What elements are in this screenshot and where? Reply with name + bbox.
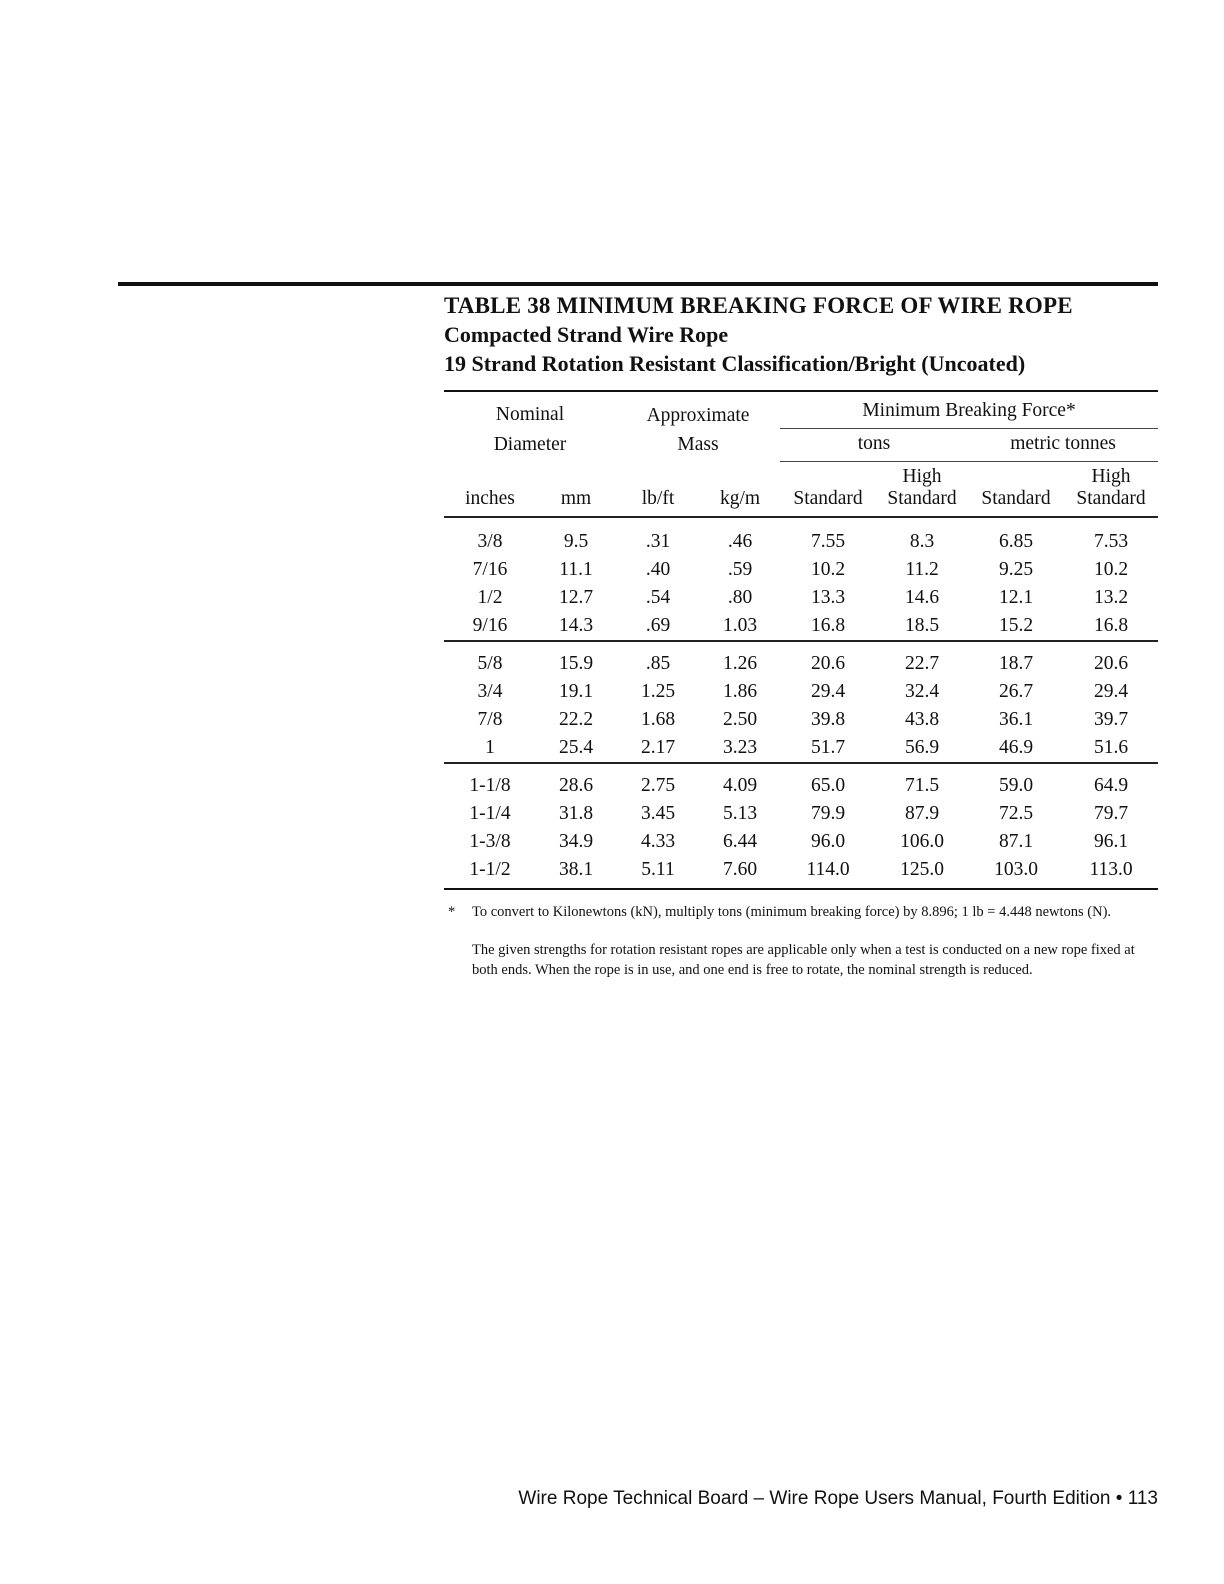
cell-lb-ft: .85 bbox=[645, 653, 671, 674]
cell-metric-standard: 9.25 bbox=[998, 559, 1034, 580]
cell-inches: 5/8 bbox=[477, 653, 503, 674]
cell-mm: 38.1 bbox=[558, 859, 594, 880]
cell-metric-standard: 36.1 bbox=[998, 709, 1034, 730]
cell-tons-standard: 29.4 bbox=[810, 681, 846, 702]
cell-kg-m: 1.03 bbox=[722, 615, 758, 636]
cell-metric-standard: 26.7 bbox=[998, 681, 1034, 702]
cell-metric-standard: 46.9 bbox=[998, 737, 1034, 758]
col-tons-high-standard: Standard bbox=[887, 488, 957, 509]
cell-tons-standard: 39.8 bbox=[810, 709, 846, 730]
table-row bbox=[444, 584, 1158, 612]
table-row bbox=[444, 556, 1158, 584]
header-approximate: Approximate bbox=[646, 405, 750, 427]
breaking-force-table bbox=[444, 390, 1158, 890]
cell-kg-m: .46 bbox=[727, 531, 753, 552]
col-tons-standard: Standard bbox=[793, 488, 863, 509]
cell-kg-m: 1.86 bbox=[722, 681, 758, 702]
col-kg-m: kg/m bbox=[719, 488, 761, 509]
cell-kg-m: 5.13 bbox=[722, 803, 758, 824]
header-mbf: Minimum Breaking Force* bbox=[780, 392, 1158, 429]
cell-lb-ft: 5.11 bbox=[641, 859, 675, 880]
table-subtitle-2: 19 Strand Rotation Resistant Classification/Bright (Uncoated) bbox=[444, 351, 1026, 376]
table-subtitle: Compacted Strand Wire Rope bbox=[444, 322, 729, 347]
table-row bbox=[444, 856, 1158, 884]
cell-tons-high: 71.5 bbox=[904, 775, 940, 796]
cell-tons-standard: 10.2 bbox=[810, 559, 846, 580]
cell-inches: 3/4 bbox=[477, 681, 503, 702]
cell-kg-m: 4.09 bbox=[722, 775, 758, 796]
cell-lb-ft: 1.25 bbox=[640, 681, 676, 702]
cell-metric-high: 96.1 bbox=[1093, 831, 1129, 852]
table-row bbox=[444, 800, 1158, 828]
cell-tons-high: 22.7 bbox=[904, 653, 940, 674]
header-nominal: Nominal bbox=[495, 404, 565, 426]
table-row bbox=[444, 706, 1158, 734]
cell-tons-standard: 20.6 bbox=[810, 653, 846, 674]
cell-mm: 31.8 bbox=[558, 803, 594, 824]
cell-inches: 7/8 bbox=[477, 709, 503, 730]
cell-metric-standard: 15.2 bbox=[998, 615, 1034, 636]
cell-metric-high: 29.4 bbox=[1093, 681, 1129, 702]
cell-tons-high: 32.4 bbox=[904, 681, 940, 702]
cell-lb-ft: .40 bbox=[645, 559, 671, 580]
cell-lb-ft: 2.75 bbox=[640, 775, 676, 796]
footnote-text: To convert to Kilonewtons (kN), multiply tons (minimum breaking force) by 8.896; 1 lb = 4.448 newtons (N). bbox=[472, 904, 1112, 920]
cell-inches: 1-1/2 bbox=[469, 859, 511, 880]
cell-mm: 14.3 bbox=[558, 615, 594, 636]
header-high-metric: High bbox=[1091, 466, 1131, 487]
col-inches: inches bbox=[465, 488, 515, 509]
header-row-4 bbox=[444, 488, 1158, 516]
top-rule bbox=[118, 282, 1158, 286]
cell-inches: 1-1/8 bbox=[469, 775, 511, 796]
cell-tons-standard: 13.3 bbox=[810, 587, 846, 608]
cell-metric-standard: 59.0 bbox=[998, 775, 1034, 796]
header-row-3 bbox=[444, 462, 1158, 489]
cell-tons-high: 56.9 bbox=[904, 737, 940, 758]
cell-mm: 9.5 bbox=[563, 531, 589, 552]
cell-tons-standard: 96.0 bbox=[810, 831, 846, 852]
cell-tons-high: 106.0 bbox=[900, 831, 944, 852]
col-metric-high-standard: Standard bbox=[1076, 488, 1146, 509]
cell-lb-ft: .31 bbox=[645, 531, 671, 552]
cell-metric-standard: 72.5 bbox=[998, 803, 1034, 824]
cell-lb-ft: 3.45 bbox=[640, 803, 676, 824]
cell-inches: 7/16 bbox=[472, 559, 508, 580]
cell-mm: 28.6 bbox=[558, 775, 594, 796]
table-row bbox=[444, 734, 1158, 762]
cell-metric-standard: 6.85 bbox=[998, 531, 1034, 552]
cell-tons-standard: 16.8 bbox=[810, 615, 846, 636]
cell-tons-high: 8.3 bbox=[909, 531, 935, 552]
cell-kg-m: .80 bbox=[727, 587, 753, 608]
table-title: TABLE 38 MINIMUM BREAKING FORCE OF WIRE ROPE bbox=[444, 293, 1073, 318]
header-high-tons: High bbox=[902, 466, 942, 487]
header-mass: Mass bbox=[677, 434, 719, 455]
header-tons: tons bbox=[780, 429, 968, 462]
cell-tons-standard: 65.0 bbox=[810, 775, 846, 796]
data-table bbox=[444, 392, 1158, 890]
cell-metric-high: 79.7 bbox=[1093, 803, 1129, 824]
table-titles bbox=[444, 291, 1164, 378]
cell-tons-standard: 51.7 bbox=[810, 737, 846, 758]
table-row bbox=[444, 528, 1158, 556]
cell-tons-high: 87.9 bbox=[904, 803, 940, 824]
cell-inches: 1 bbox=[485, 737, 495, 758]
cell-metric-high: 16.8 bbox=[1093, 615, 1129, 636]
cell-tons-high: 43.8 bbox=[904, 709, 940, 730]
cell-lb-ft: .69 bbox=[645, 615, 671, 636]
footnote-marker: * bbox=[448, 904, 456, 920]
table-row bbox=[444, 828, 1158, 856]
cell-metric-standard: 103.0 bbox=[994, 859, 1038, 880]
header-row-1 bbox=[444, 392, 1158, 429]
cell-kg-m: .59 bbox=[727, 559, 753, 580]
cell-tons-high: 14.6 bbox=[904, 587, 940, 608]
cell-metric-standard: 18.7 bbox=[998, 653, 1034, 674]
cell-metric-high: 39.7 bbox=[1093, 709, 1129, 730]
col-lb-ft: lb/ft bbox=[641, 488, 675, 509]
cell-metric-high: 51.6 bbox=[1093, 737, 1129, 758]
cell-lb-ft: 1.68 bbox=[640, 709, 676, 730]
cell-metric-high: 13.2 bbox=[1093, 587, 1129, 608]
header-diameter: Diameter bbox=[493, 434, 567, 455]
cell-lb-ft: 4.33 bbox=[640, 831, 676, 852]
cell-kg-m: 1.26 bbox=[722, 653, 758, 674]
table-row bbox=[444, 772, 1158, 800]
cell-inches: 3/8 bbox=[477, 531, 503, 552]
cell-tons-standard: 7.55 bbox=[810, 531, 846, 552]
cell-mm: 22.2 bbox=[558, 709, 594, 730]
cell-metric-high: 10.2 bbox=[1093, 559, 1129, 580]
cell-mm: 19.1 bbox=[558, 681, 594, 702]
cell-metric-high: 7.53 bbox=[1093, 531, 1129, 552]
cell-inches: 1/2 bbox=[477, 587, 503, 608]
cell-tons-standard: 79.9 bbox=[810, 803, 846, 824]
cell-kg-m: 2.50 bbox=[722, 709, 758, 730]
cell-mm: 12.7 bbox=[558, 587, 594, 608]
table-row bbox=[444, 650, 1158, 678]
table-row bbox=[444, 678, 1158, 706]
table-bottom-rule bbox=[444, 888, 1158, 890]
cell-metric-high: 113.0 bbox=[1089, 859, 1133, 880]
col-mm: mm bbox=[560, 488, 592, 509]
cell-tons-high: 125.0 bbox=[900, 859, 944, 880]
cell-metric-high: 20.6 bbox=[1093, 653, 1129, 674]
cell-inches: 1-3/8 bbox=[469, 831, 511, 852]
page-footer: Wire Rope Technical Board – Wire Rope Users Manual, Fourth Edition • 113 bbox=[518, 1488, 1158, 1509]
cell-lb-ft: .54 bbox=[645, 587, 671, 608]
cell-mm: 15.9 bbox=[558, 653, 594, 674]
cell-metric-high: 64.9 bbox=[1093, 775, 1129, 796]
cell-kg-m: 7.60 bbox=[722, 859, 758, 880]
header-row-2 bbox=[444, 429, 1158, 462]
header-metric-tonnes: metric tonnes bbox=[968, 429, 1158, 462]
cell-inches: 1-1/4 bbox=[469, 803, 511, 824]
footnote-conversion bbox=[448, 902, 1152, 922]
cell-metric-standard: 12.1 bbox=[998, 587, 1034, 608]
cell-tons-high: 11.2 bbox=[905, 559, 939, 580]
cell-mm: 34.9 bbox=[558, 831, 594, 852]
cell-mm: 11.1 bbox=[559, 559, 593, 580]
cell-inches: 9/16 bbox=[472, 615, 508, 636]
rotation-note: The given strengths for rotation resistant ropes are applicable only when a test is conducted on a new rope fixed at both ends. When the rope is in use, and one end is free to rotate, the nominal strength is reduced. bbox=[472, 942, 1135, 978]
table-row bbox=[444, 612, 1158, 640]
cell-kg-m: 6.44 bbox=[722, 831, 758, 852]
cell-kg-m: 3.23 bbox=[722, 737, 758, 758]
cell-tons-standard: 114.0 bbox=[806, 859, 850, 880]
cell-mm: 25.4 bbox=[558, 737, 594, 758]
table-notes bbox=[448, 902, 1152, 980]
cell-metric-standard: 87.1 bbox=[998, 831, 1034, 852]
cell-tons-high: 18.5 bbox=[904, 615, 940, 636]
cell-lb-ft: 2.17 bbox=[640, 737, 676, 758]
col-metric-standard: Standard bbox=[981, 488, 1051, 509]
